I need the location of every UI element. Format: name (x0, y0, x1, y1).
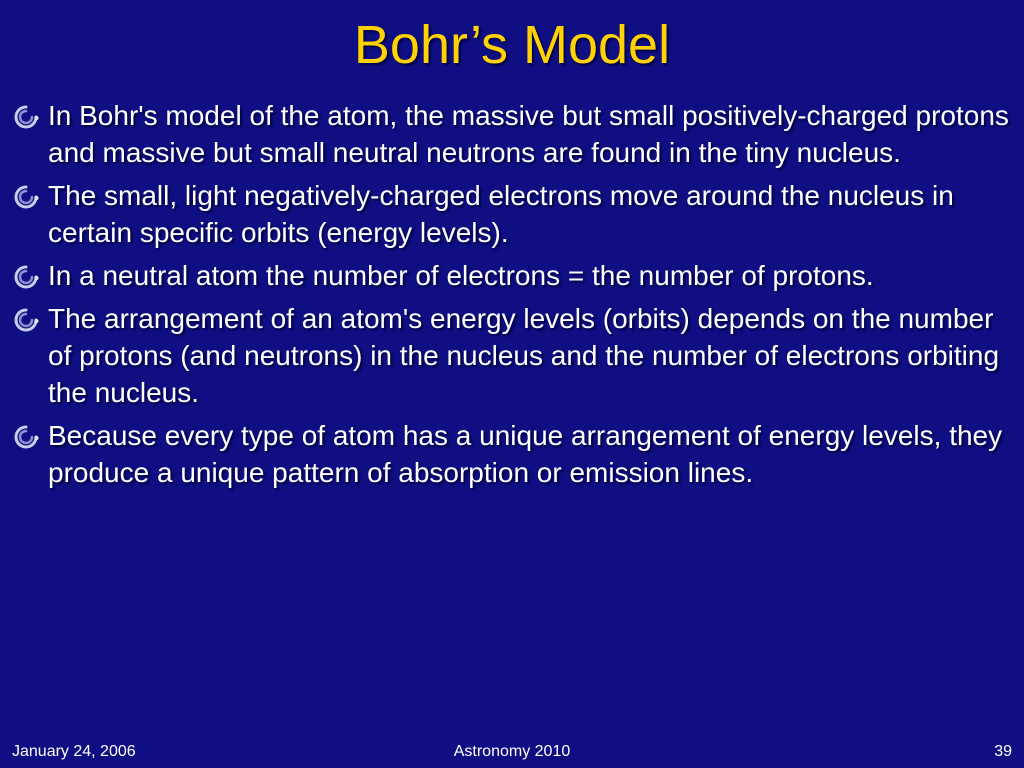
footer-page-number: 39 (994, 743, 1012, 760)
bullet-item (10, 97, 1018, 171)
orbit-swirl-icon (10, 306, 42, 334)
orbit-swirl-icon (10, 103, 42, 131)
slide-title: Bohr’s Model (353, 15, 671, 75)
orbit-swirl-icon (10, 263, 42, 291)
footer-course: Astronomy 2010 (453, 743, 571, 760)
bullet-item (10, 300, 1018, 411)
bullet-item (10, 257, 1018, 294)
orbit-swirl-icon (10, 423, 42, 451)
orbit-swirl-icon (10, 183, 42, 211)
bullet-item (10, 177, 1018, 251)
bullet-text: The arrangement of an atom's energy levels (orbits) depends on the number of protons (and neutrons) in the nucleus and the number of electrons orbiting the nucleus. (48, 303, 1000, 408)
bullet-text: The small, light negatively-charged electrons move around the nucleus in certain specific orbits (energy levels). (48, 180, 954, 248)
bullet-item (10, 417, 1018, 491)
slide-footer (0, 742, 1024, 762)
footer-date: January 24, 2006 (12, 743, 136, 760)
bullet-text: Because every type of atom has a unique arrangement of energy levels, they produce a unique pattern of absorption or emission lines. (48, 420, 1003, 488)
bullet-text: In a neutral atom the number of electrons = the number of protons. (48, 260, 874, 291)
bullet-text: In Bohr's model of the atom, the massive but small positively-charged protons and massive but small neutral neutrons are found in the tiny nucleus. (48, 100, 1009, 168)
bullet-list (10, 97, 1018, 497)
